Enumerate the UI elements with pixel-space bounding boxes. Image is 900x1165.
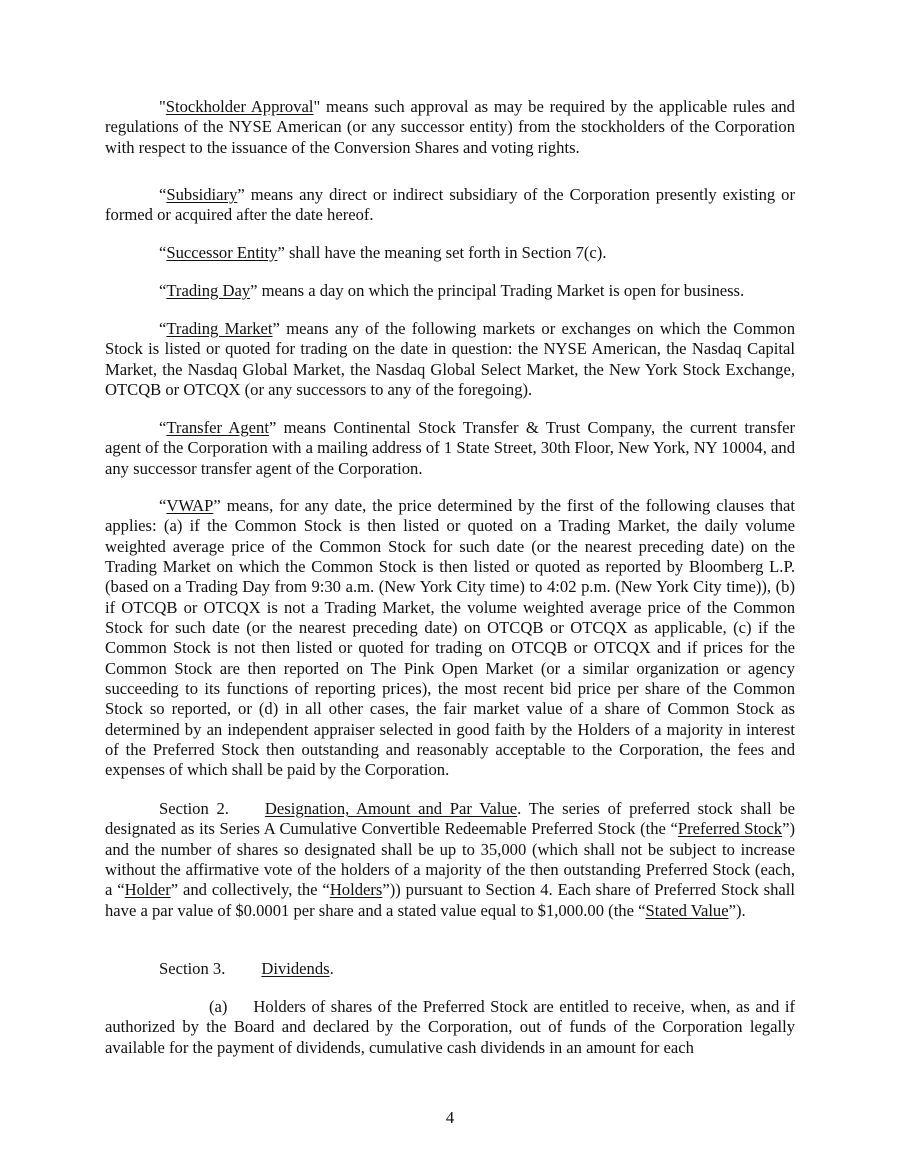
defined-term: Preferred Stock — [677, 819, 783, 839]
defined-term: Holder — [124, 880, 171, 900]
definition-vwap — [105, 496, 795, 781]
defined-term: VWAP — [166, 496, 214, 515]
open-quote: “ — [159, 319, 167, 338]
close-quote: ” — [272, 319, 280, 338]
open-quote: “ — [159, 185, 167, 204]
defined-term: Trading Market — [166, 319, 273, 338]
page-number: 4 — [445, 1108, 455, 1127]
section-2 — [105, 799, 795, 921]
definition-stockholder-approval — [105, 97, 795, 158]
definition-text: means any direct or indirect subsidiary of the Corporation presently existing or formed or acquired after the date hereof. — [105, 185, 795, 225]
open-quote: “ — [159, 496, 167, 515]
definition-text: means Continental Stock Transfer & Trust Company, the current transfer agent of the Corporation with a mailing address of 1 State Street, 30th Floor, New York, NY 10004, and any successor transfer agent of the Corporation. — [105, 418, 795, 478]
section-number: Section 3. — [159, 959, 226, 978]
open-quote: " — [159, 97, 166, 116]
definition-text: means a day on which the principal Trading Market is open for business. — [257, 281, 745, 300]
definition-text: shall have the meaning set forth in Section 7(c). — [284, 243, 607, 262]
section-heading: Dividends — [261, 959, 330, 978]
defined-term: Stated Value — [645, 900, 729, 920]
open-quote: “ — [159, 243, 167, 262]
defined-term: Trading Day — [166, 281, 251, 300]
definition-subsidiary — [105, 185, 795, 226]
defined-term: Successor Entity — [166, 243, 278, 262]
section-text: ”). — [728, 900, 746, 920]
defined-term: Stockholder Approval — [165, 97, 314, 116]
section-text: . — [329, 959, 334, 978]
section-text: ”)) pursuant to Section 4. Each share of Preferred Stock shall have a par value of $0.0001 per share and a stated value equal to $1,000.00 (the “ — [105, 880, 795, 920]
open-quote: “ — [159, 418, 167, 437]
close-quote: ” — [250, 281, 258, 300]
definition-trading-market — [105, 319, 795, 400]
section-text: ” and collectively, the “ — [170, 880, 330, 900]
definition-text: means such approval as may be required by the applicable rules and regulations of the NYSE American (or any successor entity) from the stockholders of the Corporation with respect to the issuance of the Conversion Shares and voting rights. — [105, 97, 795, 157]
defined-term: Subsidiary — [166, 185, 238, 204]
definition-text: means any of the following markets or exchanges on which the Common Stock is listed or quoted for trading on the date in question: the NYSE American, the Nasdaq Capital Market, the Nasdaq Global Market, the Nasdaq Global Select Market, the New York Stock Exchange, OTCQB or OTCQX (or any successors to any of the foregoing). — [105, 319, 795, 400]
subsection-label: (a) — [209, 997, 228, 1016]
close-quote: ” — [268, 418, 277, 437]
section-heading: Designation, Amount and Par Value — [264, 799, 518, 818]
section-number: Section 2. — [159, 799, 229, 818]
close-quote: ” — [277, 243, 285, 262]
section-text: . The series of preferred stock shall be designated as its Series A Cumulative Convertible Redeemable Preferred Stock (the “ — [105, 799, 795, 839]
definition-successor-entity — [105, 243, 795, 263]
open-quote: “ — [159, 281, 167, 300]
definition-transfer-agent — [105, 418, 795, 479]
defined-term: Transfer Agent — [166, 418, 269, 437]
subsection-text: Holders of shares of the Preferred Stock are entitled to receive, when, as and if authorized by the Board and declared by the Corporation, out of funds of the Corporation legally available for the payment of dividends, cumulative cash dividends in an amount for each — [105, 997, 795, 1057]
close-quote: ” — [237, 185, 245, 204]
defined-term: Holders — [329, 880, 383, 900]
section-3 — [105, 959, 795, 979]
close-quote: " — [313, 97, 321, 116]
section-3-subsection-a — [105, 997, 795, 1058]
close-quote: ” — [213, 496, 221, 515]
definition-text: means, for any date, the price determined by the first of the following clauses that applies: (a) if the Common Stock is then listed or quoted on a Trading Market, the daily volume weighted average price of the Common Stock for such date (or the nearest preceding date) on the Trading Market on which the Common Stock is then listed or quoted as reported by Bloomberg L.P. (based on a Trading Day from 9:30 a.m. (New York City time) to 4:02 p.m. (New York City time)), (b) if OTCQB or OTCQX is not a Trading Market, the volume weighted average price of the Common Stock for such date (or the nearest preceding date) on OTCQB or OTCQX as applicable, (c) if the Common Stock is not then listed or quoted for trading on OTCQB or OTCQX and if prices for the Common Stock are then reported on The Pink Open Market (or a similar organization or agency succeeding to its functions of reporting prices), the most recent bid price per share of the Common Stock so reported, or (d) in all other cases, the fair market value of a share of Common Stock as determined by an independent appraiser selected in good faith by the Holders of a majority in interest of the Preferred Stock then outstanding and reasonably acceptable to the Corporation, the fees and expenses of which shall be paid by the Corporation. — [105, 496, 795, 780]
definition-trading-day — [105, 281, 795, 301]
section-text: ”) and the number of shares so designated shall be up to 35,000 (which shall not be subject to increase without the affirmative vote of the holders of a majority of the then outstanding Preferred Stock (each, a “ — [105, 819, 795, 900]
